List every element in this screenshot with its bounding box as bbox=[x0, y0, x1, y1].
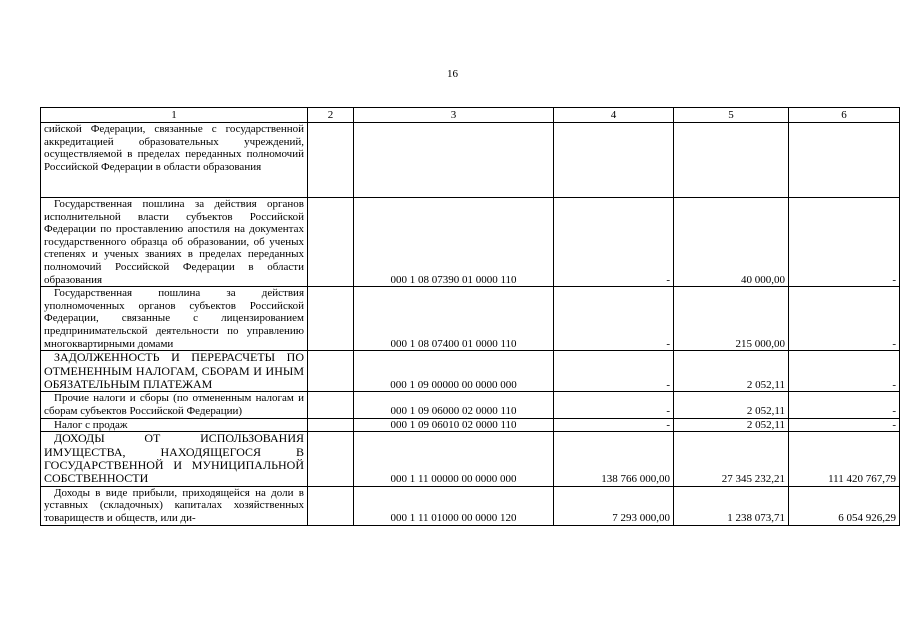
row-value-6: - bbox=[789, 287, 900, 351]
row-value-5: 2 052,11 bbox=[674, 351, 789, 392]
table-row bbox=[41, 418, 900, 432]
row-code: 000 1 08 07390 01 0000 110 bbox=[354, 198, 554, 287]
row-value-5: 27 345 232,21 bbox=[674, 432, 789, 487]
column-header: 4 bbox=[554, 108, 674, 123]
row-col2 bbox=[308, 287, 354, 351]
row-value-4: - bbox=[554, 418, 674, 432]
row-value-4: 7 293 000,00 bbox=[554, 486, 674, 525]
row-name: ЗАДОЛЖЕННОСТЬ И ПЕРЕРАСЧЕТЫ ПО ОТМЕНЕННЫМ НАЛОГАМ, СБОРАМ И ИНЫМ ОБЯЗАТЕЛЬНЫМ ПЛАТЕЖАМ bbox=[41, 351, 308, 392]
column-header: 5 bbox=[674, 108, 789, 123]
row-name: Государственная пошлина за действия уполномоченных органов субъектов Российской Федерации, связанные с лицензированием предпринимательской деятельности по управлению многоквартирными домами bbox=[41, 287, 308, 351]
row-value-6: 111 420 767,79 bbox=[789, 432, 900, 487]
row-value-6: - bbox=[789, 392, 900, 418]
column-header: 2 bbox=[308, 108, 354, 123]
row-name: Налог с продаж bbox=[41, 418, 308, 432]
row-col2 bbox=[308, 392, 354, 418]
row-code: 000 1 09 06010 02 0000 110 bbox=[354, 418, 554, 432]
table-header-row bbox=[41, 108, 900, 123]
row-col2 bbox=[308, 418, 354, 432]
row-value-5: 1 238 073,71 bbox=[674, 486, 789, 525]
row-value-6: 6 054 926,29 bbox=[789, 486, 900, 525]
row-name: сийской Федерации, связанные с государственной аккредитацией образовательных учреждений, осуществляемой в пределах переданных полномочий Российской Федерации в области образования bbox=[41, 123, 308, 198]
row-value-5: 40 000,00 bbox=[674, 198, 789, 287]
row-value-5: 215 000,00 bbox=[674, 287, 789, 351]
page-number: 16 bbox=[447, 68, 458, 80]
row-code: 000 1 11 00000 00 0000 000 bbox=[354, 432, 554, 487]
row-value-5 bbox=[674, 123, 789, 198]
row-name: Государственная пошлина за действия органов исполнительной власти субъектов Российской Федерации по проставлению апостиля на документах государственного образца об образовании, об ученых степенях и ученых званиях в пределах переданных полномочий Российской Федерации в области образования bbox=[41, 198, 308, 287]
row-value-4 bbox=[554, 123, 674, 198]
row-value-4: - bbox=[554, 287, 674, 351]
row-col2 bbox=[308, 123, 354, 198]
column-header: 6 bbox=[789, 108, 900, 123]
row-name: ДОХОДЫ ОТ ИСПОЛЬЗОВАНИЯ ИМУЩЕСТВА, НАХОДЯЩЕГОСЯ В ГОСУДАРСТВЕННОЙ И МУНИЦИПАЛЬНОЙ СОБСТВЕННОСТИ bbox=[41, 432, 308, 487]
row-value-5: 2 052,11 bbox=[674, 392, 789, 418]
row-col2 bbox=[308, 351, 354, 392]
row-code: 000 1 11 01000 00 0000 120 bbox=[354, 486, 554, 525]
column-header: 3 bbox=[354, 108, 554, 123]
table-row bbox=[41, 486, 900, 525]
table-row bbox=[41, 392, 900, 418]
row-name: Доходы в виде прибыли, приходящейся на доли в уставных (складочных) капиталах хозяйственных товариществ и обществ, или ди- bbox=[41, 486, 308, 525]
table-row bbox=[41, 123, 900, 198]
row-code: 000 1 09 06000 02 0000 110 bbox=[354, 392, 554, 418]
row-value-4: - bbox=[554, 392, 674, 418]
column-header: 1 bbox=[41, 108, 308, 123]
row-value-4: - bbox=[554, 351, 674, 392]
row-code: 000 1 09 00000 00 0000 000 bbox=[354, 351, 554, 392]
revenue-table bbox=[40, 107, 900, 526]
row-value-5: 2 052,11 bbox=[674, 418, 789, 432]
row-value-4: 138 766 000,00 bbox=[554, 432, 674, 487]
row-col2 bbox=[308, 198, 354, 287]
row-value-6: - bbox=[789, 351, 900, 392]
row-col2 bbox=[308, 432, 354, 487]
row-value-6 bbox=[789, 123, 900, 198]
row-code bbox=[354, 123, 554, 198]
row-col2 bbox=[308, 486, 354, 525]
table-row bbox=[41, 432, 900, 487]
row-name: Прочие налоги и сборы (по отмененным налогам и сборам субъектов Российской Федерации) bbox=[41, 392, 308, 418]
table-row bbox=[41, 198, 900, 287]
row-value-6: - bbox=[789, 418, 900, 432]
table-row bbox=[41, 287, 900, 351]
row-value-4: - bbox=[554, 198, 674, 287]
row-value-6: - bbox=[789, 198, 900, 287]
row-code: 000 1 08 07400 01 0000 110 bbox=[354, 287, 554, 351]
table-row bbox=[41, 351, 900, 392]
